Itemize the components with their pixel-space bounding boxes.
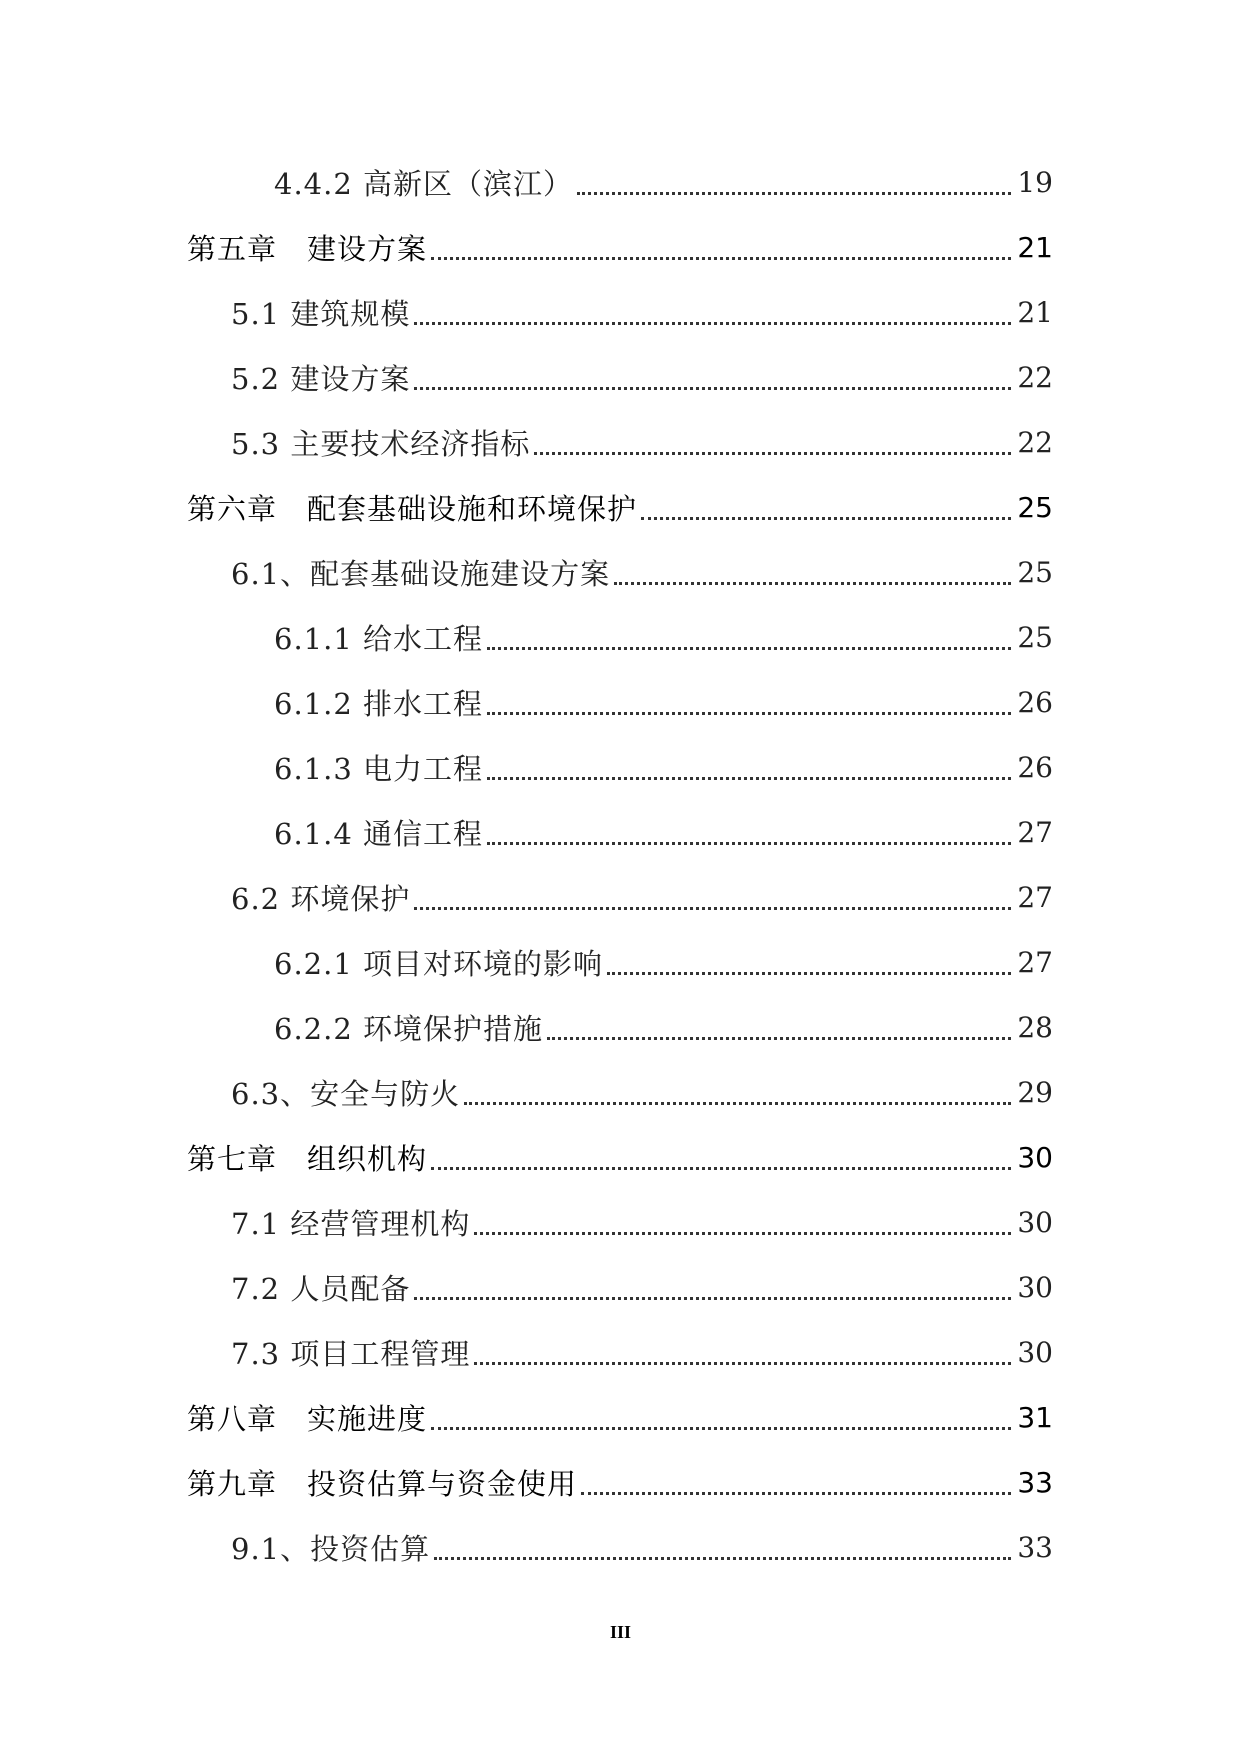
toc-entry-page: 27 bbox=[1017, 946, 1053, 979]
toc-entry-page: 30 bbox=[1017, 1336, 1053, 1369]
toc-entry-title: 6.2 环境保护 bbox=[231, 882, 411, 916]
toc-entry-title: 9.1、投资估算 bbox=[231, 1532, 431, 1566]
toc-entry-page: 25 bbox=[1017, 491, 1053, 524]
toc-dot-leader bbox=[414, 1296, 1011, 1300]
toc-entry-title: 7.3 项目工程管理 bbox=[231, 1337, 471, 1371]
toc-entry-title: 第七章 组织机构 bbox=[187, 1142, 428, 1176]
toc-entry-page: 25 bbox=[1017, 621, 1053, 654]
toc-entry-page: 31 bbox=[1017, 1401, 1053, 1434]
toc-entry-page: 30 bbox=[1017, 1271, 1053, 1304]
toc-dot-leader bbox=[431, 256, 1011, 260]
toc-dot-leader bbox=[607, 971, 1011, 975]
toc-entry-title: 第五章 建设方案 bbox=[187, 232, 428, 266]
toc-entry-title: 第八章 实施进度 bbox=[187, 1402, 428, 1436]
toc-entry[interactable] bbox=[0, 410, 1241, 475]
toc-dot-leader bbox=[474, 1361, 1011, 1365]
toc-dot-leader bbox=[614, 581, 1011, 585]
toc-dot-leader bbox=[641, 516, 1011, 520]
toc-entry-page: 33 bbox=[1017, 1531, 1053, 1564]
toc-dot-leader bbox=[577, 191, 1011, 195]
toc-entry-title: 6.1.2 排水工程 bbox=[274, 687, 484, 721]
toc-entry-title: 6.2.2 环境保护措施 bbox=[274, 1012, 544, 1046]
toc-entry[interactable] bbox=[0, 345, 1241, 410]
toc-entry-title: 6.1.4 通信工程 bbox=[274, 817, 484, 851]
toc-dot-leader bbox=[487, 711, 1011, 715]
toc-dot-leader bbox=[431, 1426, 1011, 1430]
toc-dot-leader bbox=[414, 386, 1011, 390]
toc-entry[interactable] bbox=[0, 735, 1241, 800]
toc-entry[interactable] bbox=[0, 800, 1241, 865]
toc-entry[interactable] bbox=[0, 670, 1241, 735]
toc-entry-page: 30 bbox=[1017, 1206, 1053, 1239]
toc-entry-page: 22 bbox=[1017, 426, 1053, 459]
toc-entry-title: 6.1.1 给水工程 bbox=[274, 622, 484, 656]
page-number: III bbox=[609, 1622, 631, 1642]
toc-entry-title: 7.2 人员配备 bbox=[231, 1272, 411, 1306]
toc-dot-leader bbox=[534, 451, 1011, 455]
toc-dot-leader bbox=[464, 1101, 1011, 1105]
toc-entry-title: 5.2 建设方案 bbox=[231, 362, 411, 396]
toc-entry[interactable] bbox=[0, 1060, 1241, 1125]
toc-entry[interactable] bbox=[0, 475, 1241, 540]
toc-dot-leader bbox=[474, 1231, 1011, 1235]
toc-dot-leader bbox=[414, 906, 1011, 910]
toc-entry-title: 6.1、配套基础设施建设方案 bbox=[231, 557, 611, 591]
toc-entry-page: 21 bbox=[1017, 231, 1053, 264]
toc-entry-page: 19 bbox=[1017, 166, 1053, 199]
toc-entry[interactable] bbox=[0, 1320, 1241, 1385]
toc-entry[interactable] bbox=[0, 215, 1241, 280]
toc-entry-page: 28 bbox=[1017, 1011, 1053, 1044]
toc-entry-page: 25 bbox=[1017, 556, 1053, 589]
toc-entry[interactable] bbox=[0, 150, 1241, 215]
toc-entry-title: 6.2.1 项目对环境的影响 bbox=[274, 947, 604, 981]
toc-entry-page: 27 bbox=[1017, 816, 1053, 849]
toc-dot-leader bbox=[487, 646, 1011, 650]
toc-entry-title: 5.1 建筑规模 bbox=[231, 297, 411, 331]
toc-dot-leader bbox=[431, 1166, 1011, 1170]
table-of-contents bbox=[0, 150, 1241, 1580]
toc-entry[interactable] bbox=[0, 1515, 1241, 1580]
toc-entry[interactable] bbox=[0, 1385, 1241, 1450]
toc-entry[interactable] bbox=[0, 540, 1241, 605]
toc-entry[interactable] bbox=[0, 1125, 1241, 1190]
toc-entry-title: 4.4.2 高新区（滨江） bbox=[274, 167, 574, 201]
toc-entry-page: 30 bbox=[1017, 1141, 1053, 1174]
toc-entry-page: 22 bbox=[1017, 361, 1053, 394]
toc-entry[interactable] bbox=[0, 930, 1241, 995]
toc-dot-leader bbox=[547, 1036, 1011, 1040]
toc-entry-page: 26 bbox=[1017, 751, 1053, 784]
toc-dot-leader bbox=[487, 776, 1011, 780]
toc-entry-page: 26 bbox=[1017, 686, 1053, 719]
toc-dot-leader bbox=[487, 841, 1011, 845]
toc-entry-page: 21 bbox=[1017, 296, 1053, 329]
toc-entry-title: 7.1 经营管理机构 bbox=[231, 1207, 471, 1241]
toc-entry-title: 第六章 配套基础设施和环境保护 bbox=[187, 492, 638, 526]
toc-entry-page: 33 bbox=[1017, 1466, 1053, 1499]
toc-entry-title: 6.3、安全与防火 bbox=[231, 1077, 461, 1111]
toc-entry[interactable] bbox=[0, 280, 1241, 345]
toc-entry[interactable] bbox=[0, 995, 1241, 1060]
toc-entry-page: 29 bbox=[1017, 1076, 1053, 1109]
toc-entry[interactable] bbox=[0, 1255, 1241, 1320]
toc-entry[interactable] bbox=[0, 605, 1241, 670]
toc-entry-title: 5.3 主要技术经济指标 bbox=[231, 427, 531, 461]
toc-dot-leader bbox=[581, 1491, 1011, 1495]
toc-dot-leader bbox=[414, 321, 1011, 325]
toc-entry-title: 6.1.3 电力工程 bbox=[274, 752, 484, 786]
toc-dot-leader bbox=[434, 1556, 1011, 1560]
toc-entry[interactable] bbox=[0, 865, 1241, 930]
toc-entry[interactable] bbox=[0, 1190, 1241, 1255]
toc-entry-title: 第九章 投资估算与资金使用 bbox=[187, 1467, 578, 1501]
toc-entry-page: 27 bbox=[1017, 881, 1053, 914]
toc-entry[interactable] bbox=[0, 1450, 1241, 1515]
